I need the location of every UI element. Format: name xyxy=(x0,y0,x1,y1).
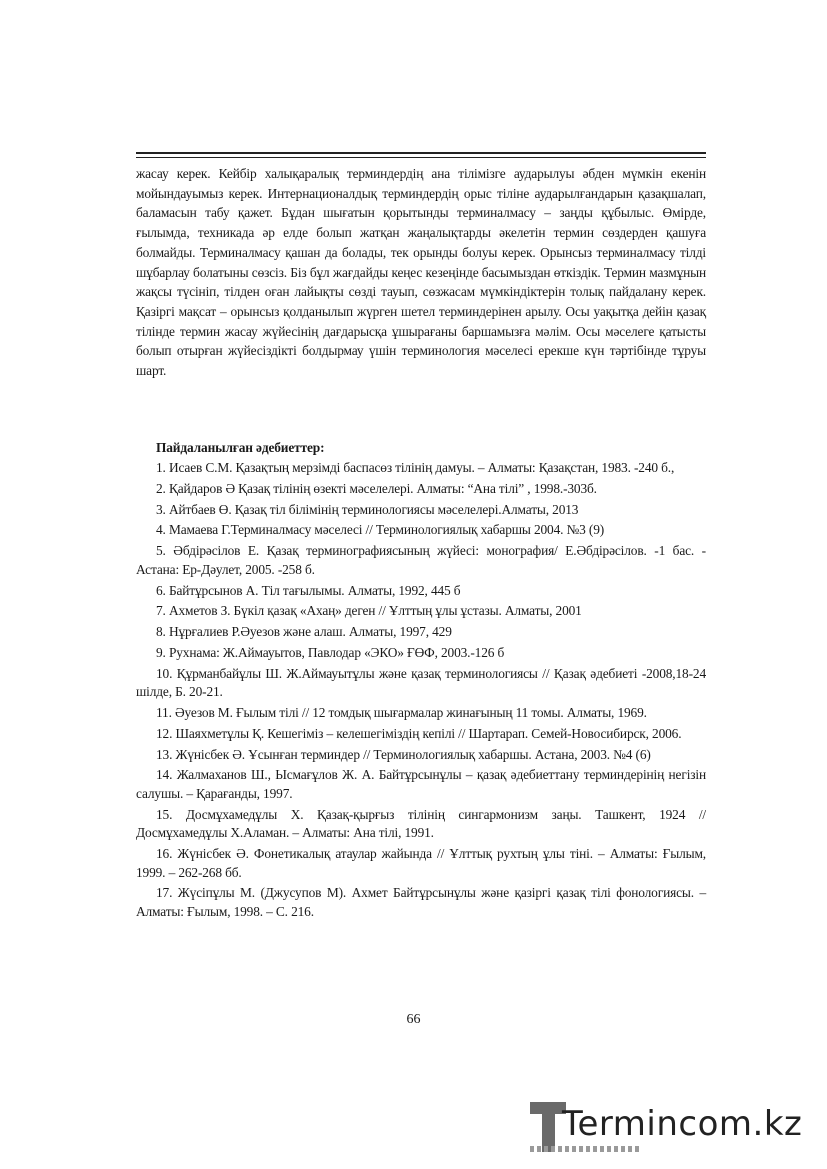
references-title: Пайдаланылған әдебиеттер: xyxy=(156,440,325,455)
reference-item: 17. Жүсіпұлы М. (Джусупов М). Ахмет Байтұрсынұлы және қазіргі қазақ тілі фонологиясы. – Алматы: Ғылым, 1998. – С. 216. xyxy=(136,885,706,920)
page-number: 66 xyxy=(406,1012,421,1027)
reference-item: 9. Рухнама: Ж.Аймауытов, Павлодар «ЭКО» ҒӨФ, 2003.-126 б xyxy=(156,644,505,660)
references-section xyxy=(136,438,706,924)
termincom-logo xyxy=(530,1098,820,1158)
reference-item: 13. Жүнісбек Ә. Ұсынған терминдер // Терминологиялық хабаршы. Астана, 2003. №4 (6) xyxy=(156,746,651,762)
reference-item: 12. Шаяхметұлы Қ. Кешегіміз – келешегіміздің кепілі // Шартарап. Семей-Новосибирск, 2006. xyxy=(156,725,682,741)
reference-item: 6. Байтұрсынов А. Тіл тағылымы. Алматы, 1992, 445 б xyxy=(156,582,461,598)
reference-item: 10. Құрманбайұлы Ш. Ж.Аймауытұлы және қазақ терминологиясы // Қазақ әдебиеті -2008,18-24 шілде, Б. 20-21. xyxy=(136,665,706,700)
reference-item: 3. Айтбаев Ө. Қазақ тіл білімінің терминологиясы мәселелері.Алматы, 2013 xyxy=(156,501,579,517)
reference-item: 2. Қайдаров Ә Қазақ тілінің өзекті мәселелері. Алматы: “Ана тілі” , 1998.-303б. xyxy=(156,480,597,496)
header-rule-thick xyxy=(136,152,706,154)
reference-item: 1. Исаев С.М. Қазақтың мерзімді баспасөз тілінің дамуы. – Алматы: Қазақстан, 1983. -240 б., xyxy=(156,460,675,475)
reference-item: 5. Әбдірәсілов Е. Қазақ терминографиясының жүйесі: монография/ Е.Әбдірәсілов. -1 бас. - Астана: Ер-Дәулет, 2005. -258 б. xyxy=(136,543,706,577)
logo-text: Termincom.kz xyxy=(562,1104,803,1144)
body-paragraph: жасау керек. Кейбір халықаралық терминдердің ана тілімізге аударылуы әбден мүмкін екенін мойындауымыз керек. Интернационалдық терминдердің орыс тіліне аударылғандарын қазақшалап, баламасын табу қажет. Бұдан шығатын қорытынды терминалмасу – заңды құбылыс. Өмірде, ғылымда, техникада әр елде болып жатқан жаңалықтарды әкелетін термин сөздерден қашуға болмайды. Терминалмасу қашан да болады, тек орынды болуы керек. Орынсыз терминалмасу тілді шұбарлау болатыны сөзсіз. Біз бұл жағдайды кеңес кезеңінде басымыздан өткіздік. Термин мазмұнын жақсы түсініп, тілден оған лайықты сөзді тауып, сөзжасам мүмкіндіктерін толық пайдалану керек. Қазіргі мақсат – орынсыз қолданылып жүрген шетел терминдерінен арылу. Осы уақытқа дейін қазақ тілінде термин жасау жүйесінің дағдарысқа ұшырағаны баршамызға мәлім. Осы мәселеге қатысты болып отырған жүйесіздікті болдырмау үшін терминология мәселесі ерекше күн тәртібінде тұруы шарт. xyxy=(136,166,706,379)
reference-item: 4. Мамаева Г.Терминалмасу мәселесі // Терминологиялық хабаршы 2004. №3 (9) xyxy=(156,522,605,538)
header-rule-thin xyxy=(136,157,706,158)
reference-item: 15. Досмұхамедұлы Х. Қазақ-қырғыз тілінің сингармонизм заңы. Ташкент, 1924 // Досмұхамедұлы Х.Аламан. – Алматы: Ана тілі, 1991. xyxy=(136,806,706,841)
reference-item: 11. Әуезов М. Ғылым тілі // 12 томдық шығармалар жинағының 11 томы. Алматы, 1969. xyxy=(156,705,647,720)
reference-item: 14. Жалмаханов Ш., Ысмағұлов Ж. А. Байтұрсынұлы – қазақ әдебиеттану терминдерінің негізін салушы. – Қарағанды, 1997. xyxy=(136,767,706,801)
reference-item: 7. Ахметов З. Бүкіл қазақ «Ахаң» деген // Ұлттың ұлы ұстазы. Алматы, 2001 xyxy=(156,603,582,619)
reference-item: 16. Жүнісбек Ә. Фонетикалық атаулар жайында // Ұлттық рухтың ұлы тіні. – Алматы: Ғылым, 1999. – 262-268 бб. xyxy=(136,846,706,880)
reference-item: 8. Нұрғалиев Р.Әуезов және алаш. Алматы, 1997, 429 xyxy=(156,624,452,640)
